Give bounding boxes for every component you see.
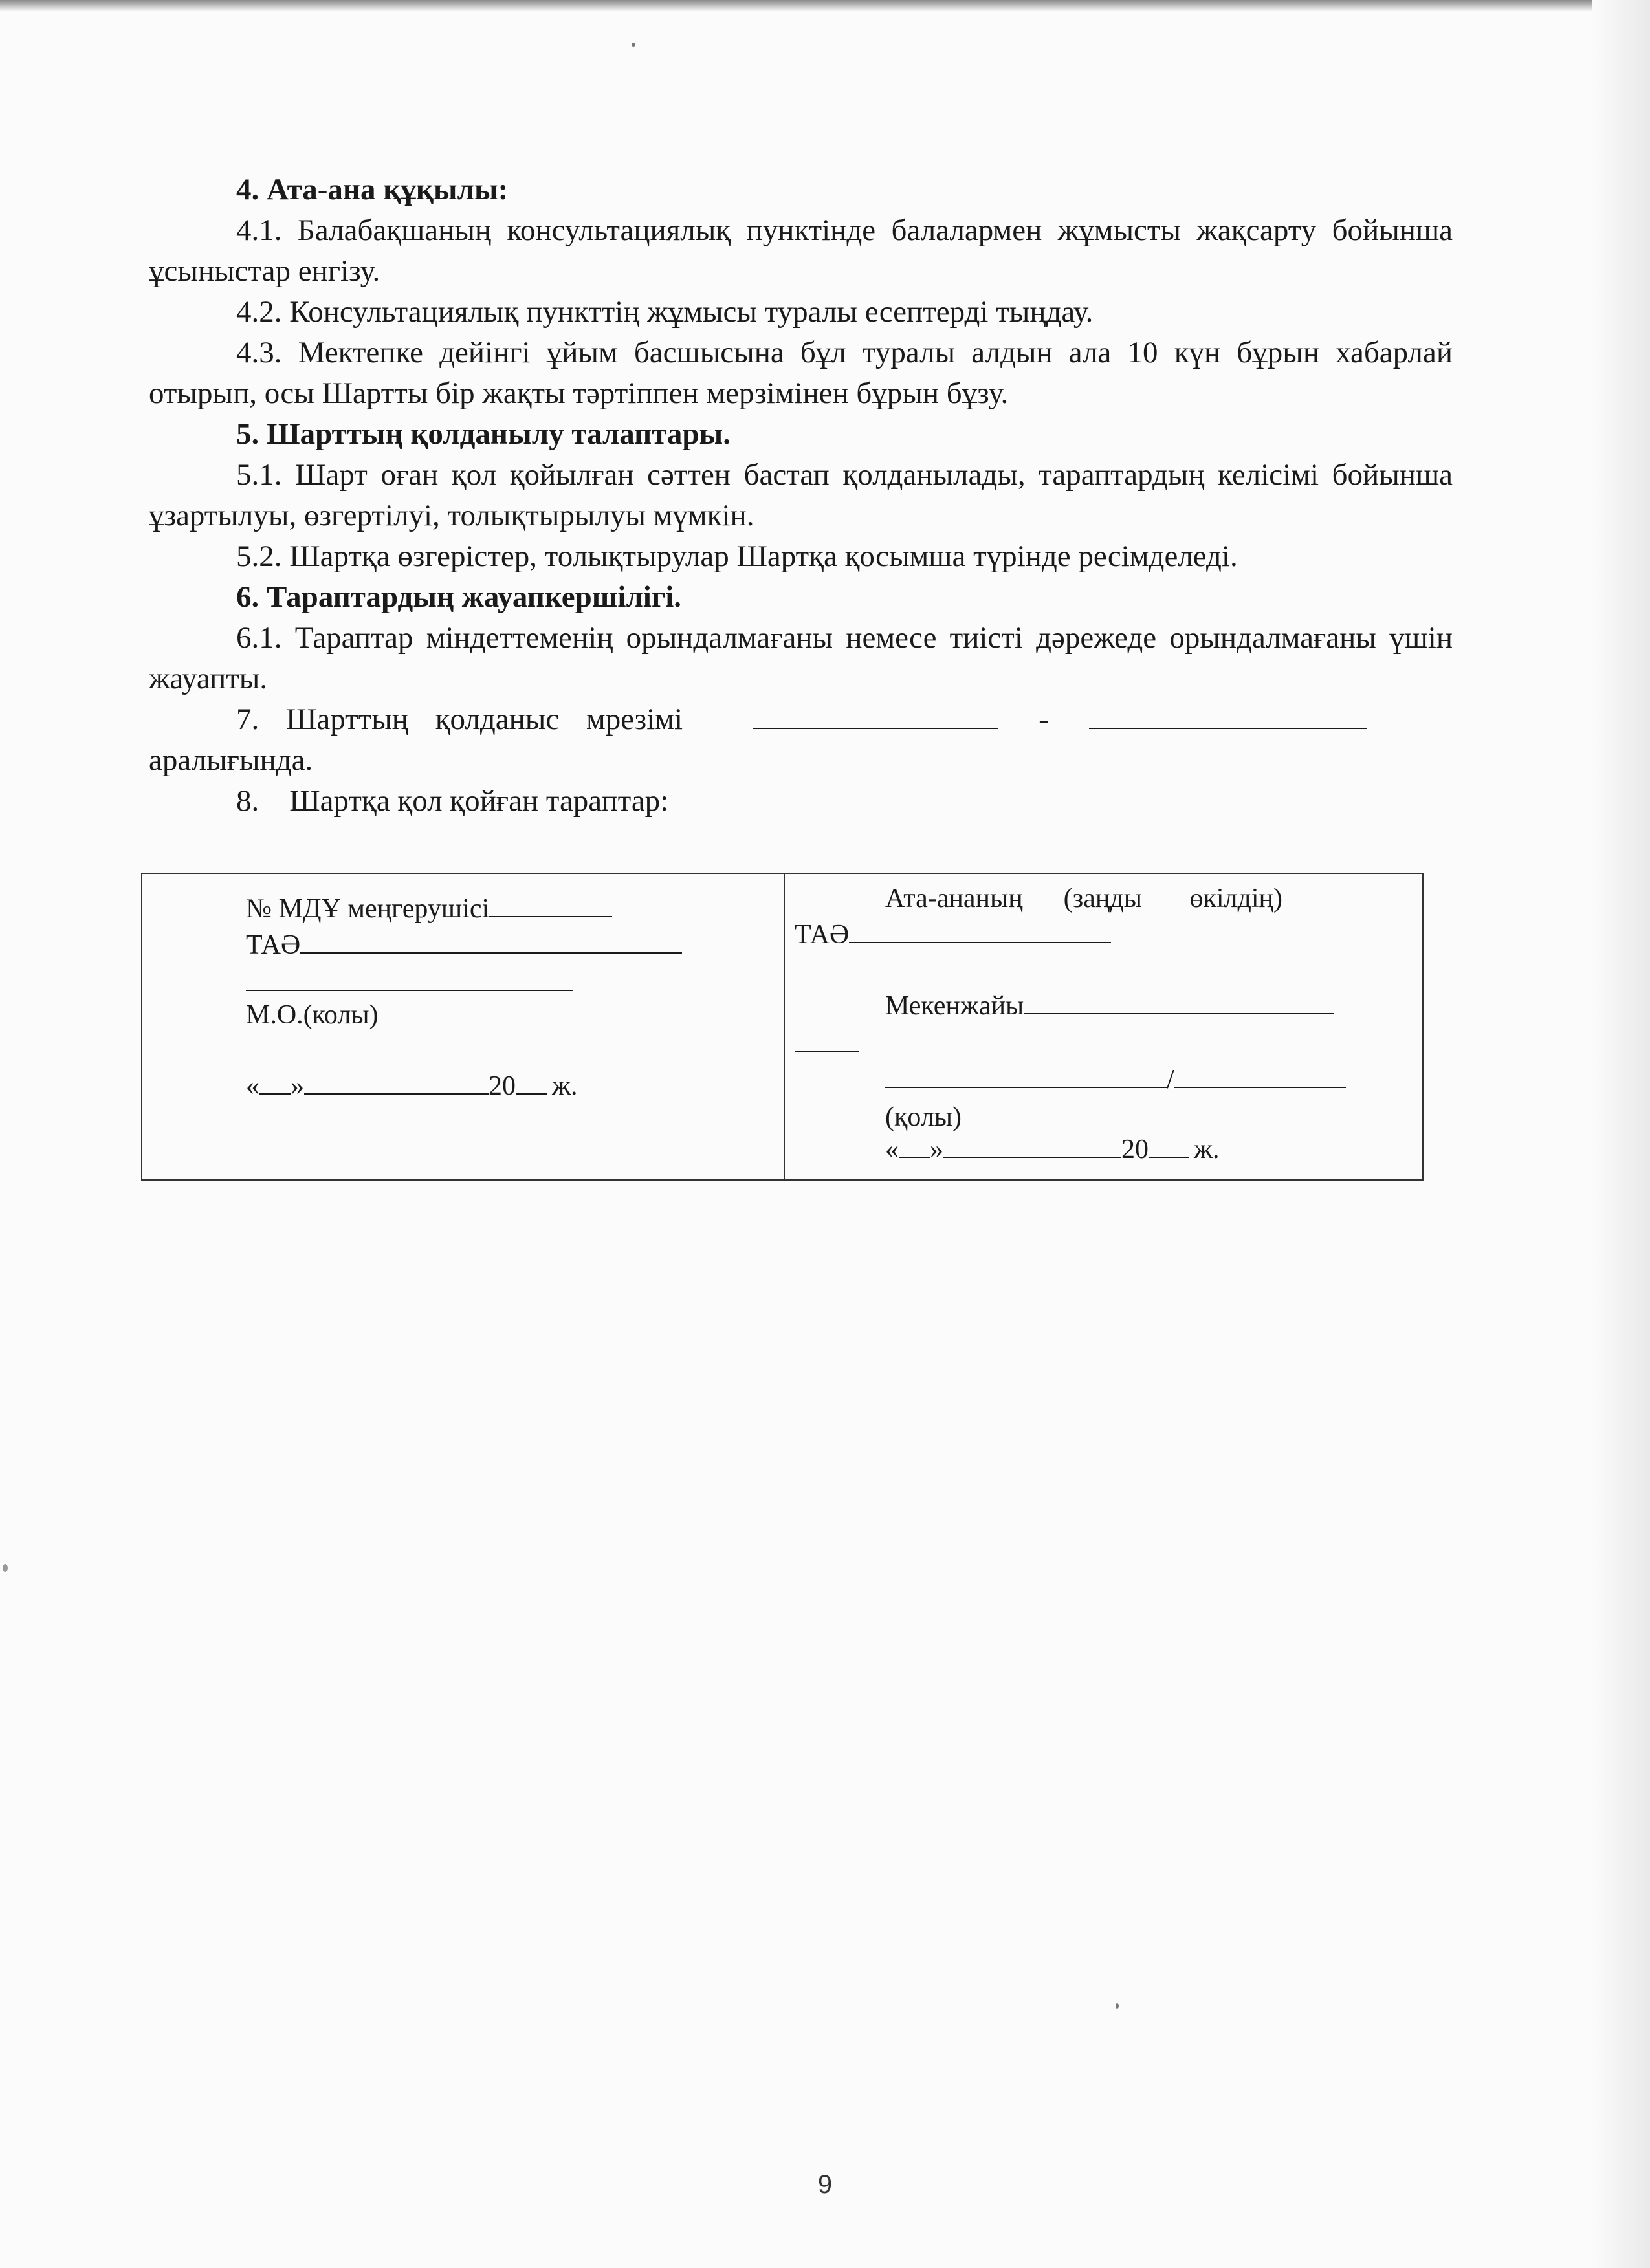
clause-5-2: 5.2. Шартқа өзгерістер, толықтырулар Шартқа қосымша түрінде ресімделеді.: [236, 540, 1238, 573]
parent-month-blank: [943, 1133, 1121, 1158]
signature-cell-head: [142, 874, 785, 1179]
clause-6-1: 6.1. Тараптар міндеттеменің орындалмағаны немесе тиісті дәрежеде орындалмағаны үшін жауапты.: [149, 621, 1453, 695]
head-name-line: [246, 927, 682, 963]
head-title-label: № МДҰ меңгерушісі: [246, 894, 490, 924]
head-month-blank: [304, 1070, 489, 1095]
head-title-line: [246, 891, 612, 927]
head-name-blank-2: [246, 966, 573, 991]
parent-date-line: « » 20 ж.: [885, 1135, 1220, 1164]
clause-8: 8. Шартқа қол қойған тараптар:: [236, 784, 669, 818]
clause-5-1: 5.1. Шарт оған қол қойылған сәттен бастап қолданылады, тараптардың келісімі бойынша ұзартылуы, өзгертілуі, толықтырылуы мүмкін.: [149, 458, 1453, 532]
head-day-blank: [259, 1070, 291, 1095]
parent-sign-label: (қолы): [885, 1102, 962, 1132]
head-name-label: ТАӘ: [246, 930, 301, 960]
parent-sign-line: /: [885, 1062, 1346, 1098]
parent-year-blank: [1149, 1133, 1189, 1158]
scan-speck: [632, 43, 635, 47]
scan-speck: [3, 1564, 8, 1572]
clause-7-label: 7. Шарттың қолданыс мрезімі: [236, 703, 683, 736]
parent-name-blank: [849, 919, 1111, 943]
signature-cell-parent: [785, 874, 1422, 1179]
parent-name-line: [795, 917, 1111, 953]
page-number: 9: [817, 2170, 833, 2199]
clause-4-2: 4.2. Консультациялық пункттің жұмысы туралы есептерді тыңдау.: [236, 295, 1094, 329]
section-4-heading: 4. Ата-ана құқылы:: [236, 173, 509, 206]
parent-address-label: Мекенжайы: [885, 991, 1024, 1021]
clause-4-3: 4.3. Мектепке дейінгі ұйым басшысына бұл туралы алдын ала 10 күн бұрын хабарлай отырып, осы Шартты бір жақты тәртіппен мерзімінен бұрын бұзу.: [149, 336, 1453, 410]
document-body: [149, 169, 1453, 822]
parent-address-line: [885, 988, 1334, 1024]
parent-address-cont: [795, 1025, 859, 1062]
head-date-line: « » 20 ж.: [246, 1071, 578, 1101]
head-name-blank: [300, 929, 682, 954]
head-number-blank: [489, 893, 612, 917]
term-start-blank: [753, 702, 998, 729]
head-stamp-sign: М.О.(колы): [246, 1000, 379, 1030]
clause-7-suffix: аралығында.: [149, 743, 313, 777]
parent-name-label: ТАӘ: [795, 920, 850, 950]
parent-day-blank: [899, 1133, 930, 1158]
term-dash: -: [1039, 703, 1049, 736]
clause-4-1: 4.1. Балабақшаның консультациялық пунктінде балалармен жұмысты жақсарту бойынша ұсыныстар енгізу.: [149, 213, 1453, 288]
clause-7-term: [149, 699, 1453, 740]
parent-address-blank: [1024, 990, 1334, 1014]
section-6-heading: 6. Тараптардың жауапкершілігі.: [236, 580, 682, 614]
head-year-blank: [516, 1070, 547, 1095]
parent-address-blank-2: [795, 1027, 859, 1052]
scan-top-edge: [0, 0, 1650, 12]
signature-table: [141, 873, 1424, 1181]
scan-speck: [1116, 2003, 1119, 2009]
parent-label: Ата-ананың (заңды өкілдің): [885, 884, 1282, 913]
parent-sign-blank: [885, 1063, 1167, 1088]
parent-sign-name-blank: [1174, 1063, 1346, 1088]
scan-right-edge: [1592, 0, 1650, 2268]
section-5-heading: 5. Шарттың қолданылу талаптары.: [236, 417, 731, 451]
term-end-blank: [1089, 702, 1367, 729]
head-extra-line: [246, 965, 573, 1001]
